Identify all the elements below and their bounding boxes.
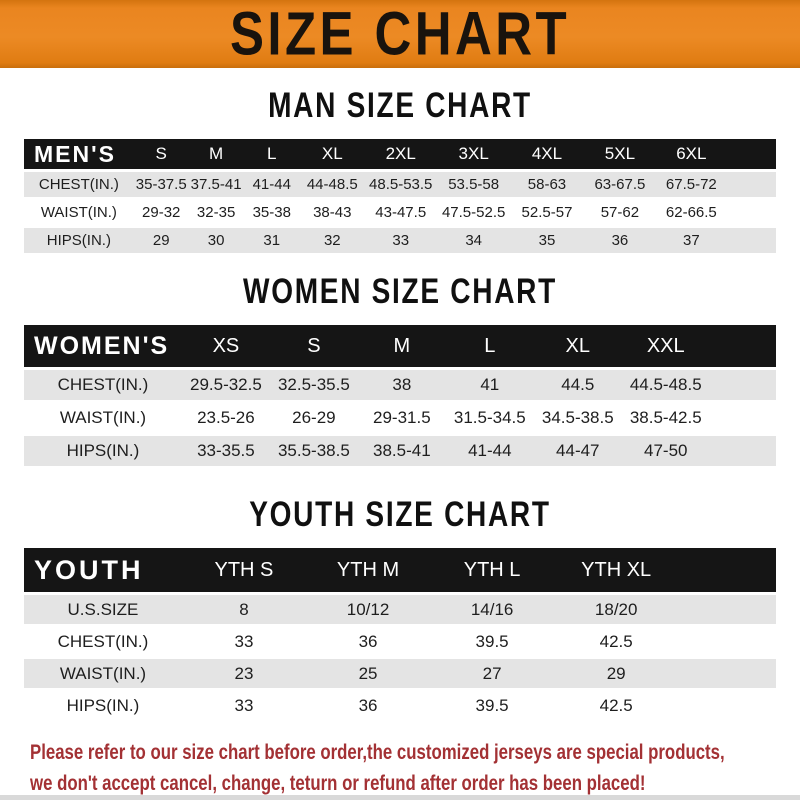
column-header: M bbox=[358, 325, 446, 367]
value-cell: 33-35.5 bbox=[182, 436, 270, 466]
filler-cell bbox=[678, 595, 776, 624]
value-cell: 67.5-72 bbox=[656, 172, 726, 197]
filler-cell bbox=[726, 172, 776, 197]
column-header: 3XL bbox=[437, 139, 511, 169]
value-cell: 35.5-38.5 bbox=[270, 436, 358, 466]
column-header: YTH L bbox=[430, 548, 554, 592]
column-header: M bbox=[189, 139, 244, 169]
row-label: HIPS(IN.) bbox=[24, 691, 182, 720]
value-cell: 39.5 bbox=[430, 627, 554, 656]
filler-cell bbox=[678, 548, 776, 592]
value-cell: 44.5 bbox=[534, 370, 622, 400]
column-header: XL bbox=[300, 139, 365, 169]
filler-cell bbox=[710, 436, 776, 466]
value-cell: 42.5 bbox=[554, 627, 678, 656]
column-header: YTH M bbox=[306, 548, 430, 592]
value-cell: 37.5-41 bbox=[189, 172, 244, 197]
row-label: CHEST(IN.) bbox=[24, 627, 182, 656]
disclaimer-line-2: we don't accept cancel, change, teturn or refund after order has been placed! bbox=[30, 772, 646, 795]
value-cell: 29-32 bbox=[134, 200, 189, 225]
size-chart-banner bbox=[0, 0, 800, 68]
value-cell: 32-35 bbox=[189, 200, 244, 225]
table-row bbox=[24, 172, 776, 197]
table-row bbox=[24, 659, 776, 688]
value-cell: 31.5-34.5 bbox=[446, 403, 534, 433]
table-row bbox=[24, 228, 776, 253]
filler-cell bbox=[678, 627, 776, 656]
value-cell: 23 bbox=[182, 659, 306, 688]
value-cell: 53.5-58 bbox=[437, 172, 511, 197]
value-cell: 14/16 bbox=[430, 595, 554, 624]
value-cell: 43-47.5 bbox=[365, 200, 437, 225]
women-section-title: WOMEN SIZE CHART bbox=[243, 270, 557, 311]
column-header: YTH S bbox=[182, 548, 306, 592]
man-section-title: MAN SIZE CHART bbox=[268, 84, 532, 125]
value-cell: 29-31.5 bbox=[358, 403, 446, 433]
column-header: L bbox=[244, 139, 300, 169]
value-cell: 29 bbox=[134, 228, 189, 253]
column-header: 4XL bbox=[511, 139, 584, 169]
youth-section-title: YOUTH SIZE CHART bbox=[249, 493, 551, 534]
column-header: 5XL bbox=[583, 139, 656, 169]
value-cell: 44-48.5 bbox=[300, 172, 365, 197]
table-row bbox=[24, 436, 776, 466]
value-cell: 37 bbox=[656, 228, 726, 253]
value-cell: 25 bbox=[306, 659, 430, 688]
column-header: 2XL bbox=[365, 139, 437, 169]
value-cell: 30 bbox=[189, 228, 244, 253]
value-cell: 36 bbox=[306, 627, 430, 656]
value-cell: 35-38 bbox=[244, 200, 300, 225]
corner-label: WOMEN'S bbox=[24, 325, 182, 367]
value-cell: 33 bbox=[365, 228, 437, 253]
value-cell: 36 bbox=[583, 228, 656, 253]
value-cell: 38.5-42.5 bbox=[622, 403, 710, 433]
value-cell: 63-67.5 bbox=[583, 172, 656, 197]
column-header: 6XL bbox=[656, 139, 726, 169]
value-cell: 38.5-41 bbox=[358, 436, 446, 466]
men-size-table bbox=[24, 136, 776, 256]
value-cell: 44-47 bbox=[534, 436, 622, 466]
row-label: WAIST(IN.) bbox=[24, 403, 182, 433]
value-cell: 31 bbox=[244, 228, 300, 253]
table-row bbox=[24, 691, 776, 720]
value-cell: 18/20 bbox=[554, 595, 678, 624]
value-cell: 29 bbox=[554, 659, 678, 688]
value-cell: 35 bbox=[511, 228, 584, 253]
value-cell: 32.5-35.5 bbox=[270, 370, 358, 400]
table-row bbox=[24, 595, 776, 624]
value-cell: 29.5-32.5 bbox=[182, 370, 270, 400]
filler-cell bbox=[726, 228, 776, 253]
corner-label: YOUTH bbox=[24, 548, 182, 592]
value-cell: 10/12 bbox=[306, 595, 430, 624]
table-row bbox=[24, 370, 776, 400]
row-label: CHEST(IN.) bbox=[24, 370, 182, 400]
column-header: XS bbox=[182, 325, 270, 367]
corner-label: MEN'S bbox=[24, 139, 134, 169]
footer-disclaimer bbox=[30, 737, 800, 799]
row-label: CHEST(IN.) bbox=[24, 172, 134, 197]
column-header: L bbox=[446, 325, 534, 367]
row-label: U.S.SIZE bbox=[24, 595, 182, 624]
value-cell: 48.5-53.5 bbox=[365, 172, 437, 197]
value-cell: 39.5 bbox=[430, 691, 554, 720]
value-cell: 32 bbox=[300, 228, 365, 253]
table-row bbox=[24, 627, 776, 656]
filler-cell bbox=[710, 403, 776, 433]
column-header: XL bbox=[534, 325, 622, 367]
table-row bbox=[24, 403, 776, 433]
value-cell: 42.5 bbox=[554, 691, 678, 720]
value-cell: 47.5-52.5 bbox=[437, 200, 511, 225]
women-size-table bbox=[24, 322, 776, 469]
column-header: XXL bbox=[622, 325, 710, 367]
value-cell: 8 bbox=[182, 595, 306, 624]
value-cell: 62-66.5 bbox=[656, 200, 726, 225]
value-cell: 33 bbox=[182, 627, 306, 656]
filler-cell bbox=[726, 200, 776, 225]
table-row bbox=[24, 200, 776, 225]
value-cell: 44.5-48.5 bbox=[622, 370, 710, 400]
header-row bbox=[24, 325, 776, 367]
value-cell: 58-63 bbox=[511, 172, 584, 197]
filler-cell bbox=[726, 139, 776, 169]
filler-cell bbox=[678, 691, 776, 720]
banner-title: SIZE CHART bbox=[230, 0, 570, 68]
row-label: HIPS(IN.) bbox=[24, 436, 182, 466]
value-cell: 57-62 bbox=[583, 200, 656, 225]
row-label: WAIST(IN.) bbox=[24, 200, 134, 225]
column-header: S bbox=[270, 325, 358, 367]
value-cell: 38-43 bbox=[300, 200, 365, 225]
value-cell: 38 bbox=[358, 370, 446, 400]
column-header: YTH XL bbox=[554, 548, 678, 592]
value-cell: 23.5-26 bbox=[182, 403, 270, 433]
disclaimer-line-1: Please refer to our size chart before order,the customized jerseys are special products, bbox=[30, 741, 725, 764]
value-cell: 34 bbox=[437, 228, 511, 253]
value-cell: 33 bbox=[182, 691, 306, 720]
bottom-edge-strip bbox=[0, 795, 800, 800]
filler-cell bbox=[710, 370, 776, 400]
value-cell: 36 bbox=[306, 691, 430, 720]
value-cell: 26-29 bbox=[270, 403, 358, 433]
value-cell: 52.5-57 bbox=[511, 200, 584, 225]
youth-size-table bbox=[24, 545, 776, 723]
column-header: S bbox=[134, 139, 189, 169]
header-row bbox=[24, 548, 776, 592]
filler-cell bbox=[678, 659, 776, 688]
filler-cell bbox=[710, 325, 776, 367]
value-cell: 41-44 bbox=[244, 172, 300, 197]
value-cell: 34.5-38.5 bbox=[534, 403, 622, 433]
row-label: WAIST(IN.) bbox=[24, 659, 182, 688]
value-cell: 41 bbox=[446, 370, 534, 400]
row-label: HIPS(IN.) bbox=[24, 228, 134, 253]
value-cell: 41-44 bbox=[446, 436, 534, 466]
value-cell: 27 bbox=[430, 659, 554, 688]
value-cell: 47-50 bbox=[622, 436, 710, 466]
value-cell: 35-37.5 bbox=[134, 172, 189, 197]
header-row bbox=[24, 139, 776, 169]
